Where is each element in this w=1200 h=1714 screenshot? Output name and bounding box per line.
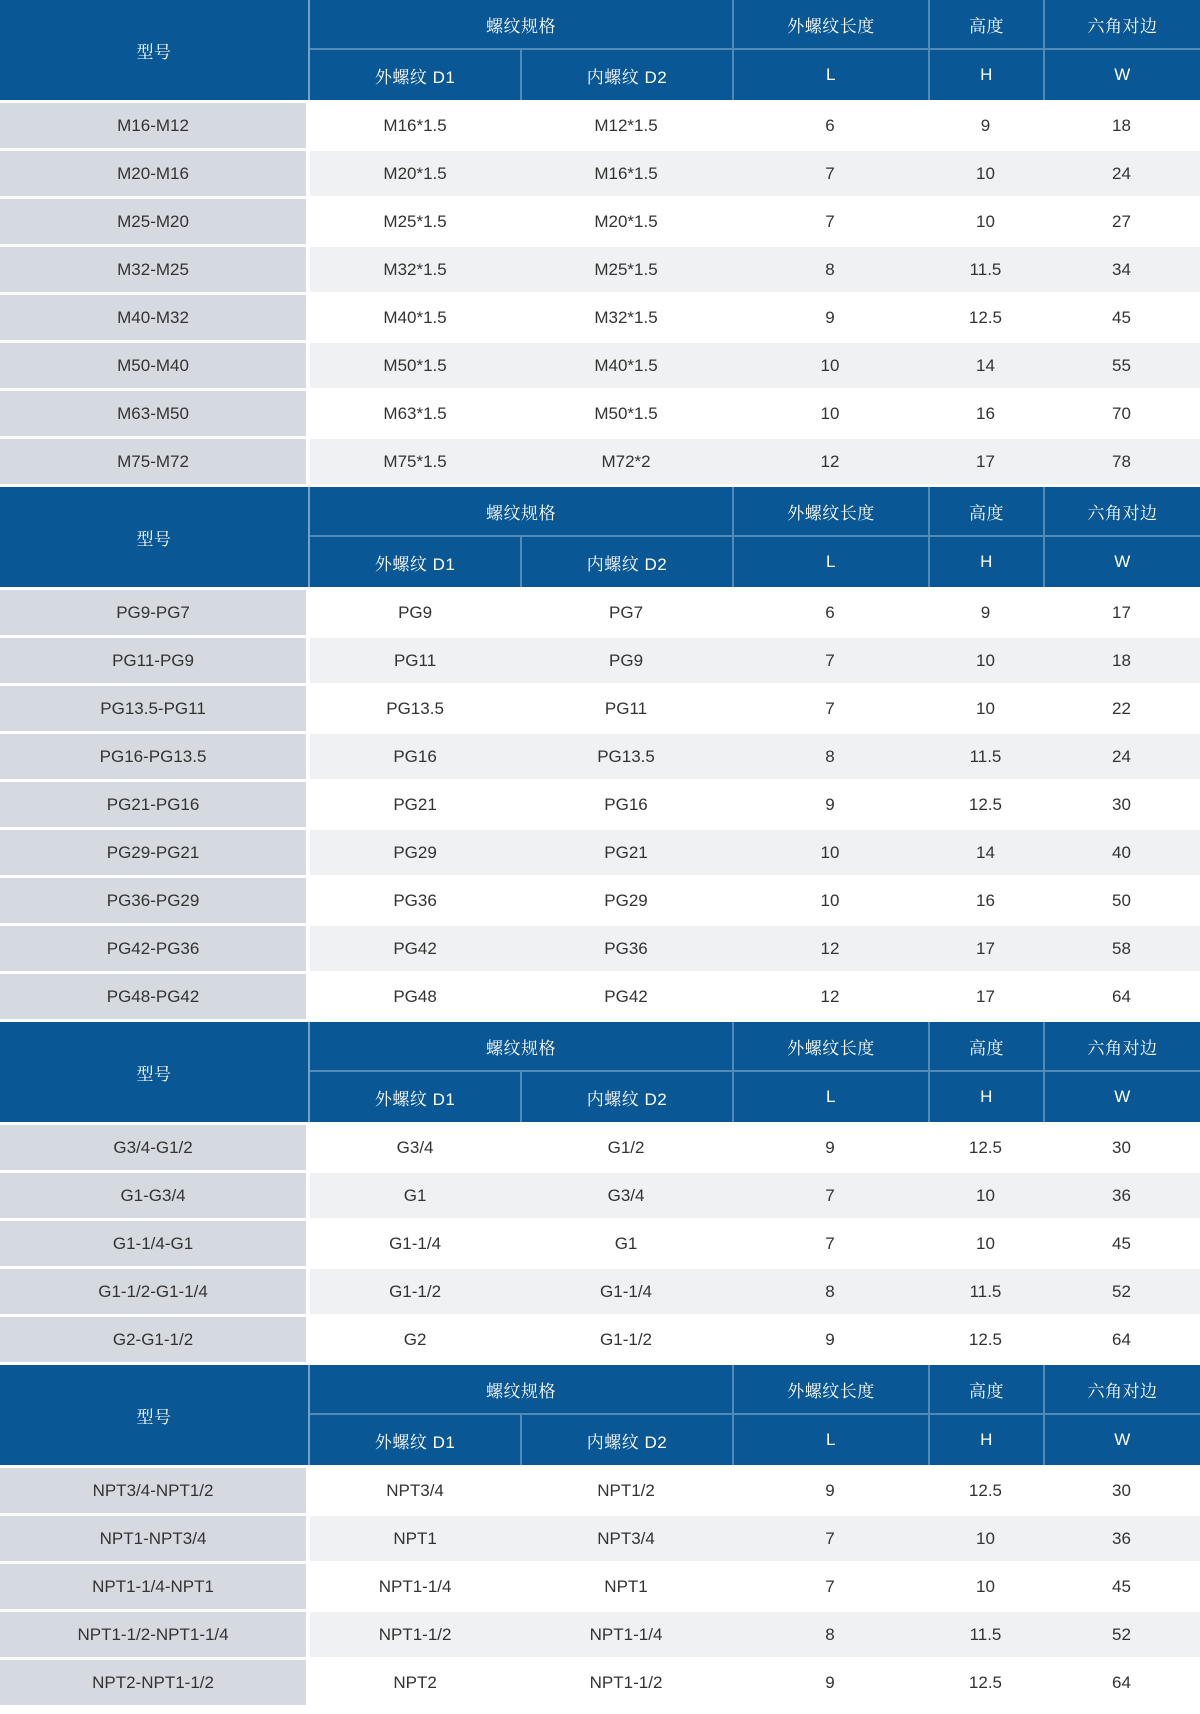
w-cell: 52 (1043, 1269, 1200, 1314)
internal-thread-d2-cell: PG16 (520, 782, 732, 827)
external-thread-d1-cell: M32*1.5 (310, 247, 520, 292)
col-header-height: 高度 (928, 0, 1043, 50)
table-row (0, 439, 1200, 484)
w-cell: 50 (1043, 878, 1200, 923)
internal-thread-d2-cell: G3/4 (520, 1173, 732, 1218)
col-header-internal-thread-d2: 内螺纹 D2 (520, 50, 732, 100)
table-row (0, 590, 1200, 635)
h-cell: 10 (928, 1173, 1043, 1218)
table-row (0, 1660, 1200, 1705)
w-cell: 64 (1043, 1660, 1200, 1705)
w-cell: 30 (1043, 1125, 1200, 1170)
model-cell: PG29-PG21 (0, 830, 310, 875)
table-row (0, 1612, 1200, 1657)
internal-thread-d2-cell: PG9 (520, 638, 732, 683)
spec-table-g-thread-adapters (0, 1022, 1200, 1362)
model-cell: NPT1-1/4-NPT1 (0, 1564, 310, 1609)
col-header-w: W (1043, 1072, 1200, 1122)
col-header-w: W (1043, 537, 1200, 587)
w-cell: 36 (1043, 1516, 1200, 1561)
l-cell: 8 (732, 247, 928, 292)
h-cell: 12.5 (928, 295, 1043, 340)
col-header-external-thread-d1: 外螺纹 D1 (374, 1089, 456, 1109)
col-header-hex-across-flats: 六角对边 (1043, 1365, 1200, 1415)
h-cell: 10 (928, 1564, 1043, 1609)
external-thread-d1-cell: PG11 (310, 638, 520, 683)
h-cell: 10 (928, 1221, 1043, 1266)
table-header (0, 1365, 1200, 1465)
w-cell: 45 (1043, 1564, 1200, 1609)
model-cell: M75-M72 (0, 439, 310, 484)
col-header-h: H (928, 1072, 1043, 1122)
model-cell: PG11-PG9 (0, 638, 310, 683)
l-cell: 7 (732, 1516, 928, 1561)
model-cell: PG13.5-PG11 (0, 686, 310, 731)
w-cell: 45 (1043, 295, 1200, 340)
h-cell: 16 (928, 878, 1043, 923)
w-cell: 24 (1043, 734, 1200, 779)
col-header-internal-thread-d2: 内螺纹 D2 (520, 1415, 732, 1465)
external-thread-d1-cell: G1-1/4 (310, 1221, 520, 1266)
l-cell: 9 (732, 295, 928, 340)
col-header-external-thread-length: 外螺纹长度 (732, 0, 928, 50)
table-row (0, 686, 1200, 731)
l-cell: 10 (732, 391, 928, 436)
model-cell: PG9-PG7 (0, 590, 310, 635)
internal-thread-d2-cell: G1/2 (520, 1125, 732, 1170)
internal-thread-d2-cell: NPT1-1/4 (520, 1612, 732, 1657)
w-cell: 52 (1043, 1612, 1200, 1657)
l-cell: 8 (732, 1269, 928, 1314)
h-cell: 11.5 (928, 247, 1043, 292)
table-row (0, 247, 1200, 292)
col-header-thread-spec: 螺纹规格 (310, 0, 732, 50)
table-row (0, 295, 1200, 340)
col-header-internal-thread-d2: 内螺纹 D2 (520, 1072, 732, 1122)
col-header-external-thread-d1: 外螺纹 D1 (374, 1432, 456, 1452)
l-cell: 9 (732, 782, 928, 827)
external-thread-d1-cell: G3/4 (310, 1125, 520, 1170)
h-cell: 17 (928, 926, 1043, 971)
w-cell: 36 (1043, 1173, 1200, 1218)
table-row (0, 1317, 1200, 1362)
l-cell: 7 (732, 1564, 928, 1609)
w-cell: 70 (1043, 391, 1200, 436)
internal-thread-d2-cell: NPT1-1/2 (520, 1660, 732, 1705)
l-cell: 7 (732, 638, 928, 683)
w-cell: 34 (1043, 247, 1200, 292)
external-thread-d1-cell: PG21 (310, 782, 520, 827)
l-cell: 10 (732, 830, 928, 875)
col-header-external-thread-length: 外螺纹长度 (732, 1022, 928, 1072)
model-cell: M40-M32 (0, 295, 310, 340)
internal-thread-d2-cell: M16*1.5 (520, 151, 732, 196)
w-cell: 40 (1043, 830, 1200, 875)
model-cell: G1-1/4-G1 (0, 1221, 310, 1266)
h-cell: 12.5 (928, 782, 1043, 827)
col-header-external-thread-d1: 外螺纹 D1 (374, 554, 456, 574)
h-cell: 10 (928, 638, 1043, 683)
internal-thread-d2-cell: NPT1/2 (520, 1468, 732, 1513)
l-cell: 9 (732, 1660, 928, 1705)
external-thread-d1-cell: NPT1 (310, 1516, 520, 1561)
model-cell: M25-M20 (0, 199, 310, 244)
table-row (0, 974, 1200, 1019)
internal-thread-d2-cell: M20*1.5 (520, 199, 732, 244)
h-cell: 11.5 (928, 1612, 1043, 1657)
spec-table-metric-thread-adapters (0, 0, 1200, 484)
col-header-external-thread-length: 外螺纹长度 (732, 1365, 928, 1415)
external-thread-d1-cell: M25*1.5 (310, 199, 520, 244)
external-thread-d1-cell: NPT3/4 (310, 1468, 520, 1513)
h-cell: 11.5 (928, 734, 1043, 779)
table-row (0, 1221, 1200, 1266)
col-header-l: L (732, 537, 928, 587)
external-thread-d1-cell: PG13.5 (310, 686, 520, 731)
external-thread-d1-cell: M16*1.5 (310, 103, 520, 148)
external-thread-d1-cell: M40*1.5 (310, 295, 520, 340)
l-cell: 7 (732, 151, 928, 196)
model-cell: NPT3/4-NPT1/2 (0, 1468, 310, 1513)
h-cell: 12.5 (928, 1660, 1043, 1705)
model-cell: PG16-PG13.5 (0, 734, 310, 779)
h-cell: 10 (928, 686, 1043, 731)
external-thread-d1-cell: G2 (310, 1317, 520, 1362)
internal-thread-d2-cell: M72*2 (520, 439, 732, 484)
col-header-w: W (1043, 50, 1200, 100)
model-cell: M20-M16 (0, 151, 310, 196)
w-cell: 24 (1043, 151, 1200, 196)
w-cell: 30 (1043, 782, 1200, 827)
w-cell: 64 (1043, 1317, 1200, 1362)
model-cell: G3/4-G1/2 (0, 1125, 310, 1170)
model-cell: M63-M50 (0, 391, 310, 436)
l-cell: 10 (732, 343, 928, 388)
h-cell: 11.5 (928, 1269, 1043, 1314)
table-row (0, 878, 1200, 923)
col-header-external-thread-length: 外螺纹长度 (732, 487, 928, 537)
external-thread-d1-cell: M75*1.5 (310, 439, 520, 484)
l-cell: 10 (732, 878, 928, 923)
internal-thread-d2-cell: NPT1 (520, 1564, 732, 1609)
model-cell: G1-1/2-G1-1/4 (0, 1269, 310, 1314)
col-header-model: 型号 (0, 1365, 310, 1465)
col-header-hex-across-flats: 六角对边 (1043, 0, 1200, 50)
l-cell: 12 (732, 439, 928, 484)
internal-thread-d2-cell: NPT3/4 (520, 1516, 732, 1561)
model-cell: PG48-PG42 (0, 974, 310, 1019)
model-cell: M50-M40 (0, 343, 310, 388)
col-header-h: H (928, 50, 1043, 100)
h-cell: 14 (928, 830, 1043, 875)
internal-thread-d2-cell: M32*1.5 (520, 295, 732, 340)
external-thread-d1-cell: G1-1/2 (310, 1269, 520, 1314)
spec-table-npt-thread-adapters (0, 1365, 1200, 1705)
model-cell: NPT2-NPT1-1/2 (0, 1660, 310, 1705)
internal-thread-d2-cell: G1-1/2 (520, 1317, 732, 1362)
spec-table-pg-thread-adapters (0, 487, 1200, 1019)
internal-thread-d2-cell: PG29 (520, 878, 732, 923)
table-row (0, 830, 1200, 875)
internal-thread-d2-cell: G1 (520, 1221, 732, 1266)
w-cell: 18 (1043, 638, 1200, 683)
l-cell: 7 (732, 1173, 928, 1218)
internal-thread-d2-cell: M12*1.5 (520, 103, 732, 148)
internal-thread-d2-cell: M25*1.5 (520, 247, 732, 292)
l-cell: 7 (732, 1221, 928, 1266)
table-row (0, 103, 1200, 148)
w-cell: 30 (1043, 1468, 1200, 1513)
internal-thread-d2-cell: G1-1/4 (520, 1269, 732, 1314)
col-header-h: H (928, 537, 1043, 587)
model-cell: G1-G3/4 (0, 1173, 310, 1218)
table-row (0, 1516, 1200, 1561)
table-row (0, 782, 1200, 827)
external-thread-d1-cell: PG42 (310, 926, 520, 971)
model-cell: M32-M25 (0, 247, 310, 292)
col-header-internal-thread-d2: 内螺纹 D2 (520, 537, 732, 587)
l-cell: 7 (732, 199, 928, 244)
col-header-l: L (732, 1415, 928, 1465)
col-header-height: 高度 (928, 487, 1043, 537)
w-cell: 17 (1043, 590, 1200, 635)
w-cell: 18 (1043, 103, 1200, 148)
h-cell: 12.5 (928, 1317, 1043, 1362)
external-thread-d1-cell: PG48 (310, 974, 520, 1019)
table-row (0, 1468, 1200, 1513)
l-cell: 8 (732, 1612, 928, 1657)
l-cell: 9 (732, 1468, 928, 1513)
model-cell: NPT1-1/2-NPT1-1/4 (0, 1612, 310, 1657)
internal-thread-d2-cell: PG7 (520, 590, 732, 635)
external-thread-d1-cell: G1 (310, 1173, 520, 1218)
h-cell: 10 (928, 151, 1043, 196)
model-cell: PG36-PG29 (0, 878, 310, 923)
external-thread-d1-cell: PG36 (310, 878, 520, 923)
col-header-hex-across-flats: 六角对边 (1043, 487, 1200, 537)
table-row (0, 199, 1200, 244)
external-thread-d1-cell: NPT1-1/2 (310, 1612, 520, 1657)
l-cell: 8 (732, 734, 928, 779)
table-header (0, 487, 1200, 587)
col-header-thread-spec: 螺纹规格 (310, 487, 732, 537)
w-cell: 45 (1043, 1221, 1200, 1266)
internal-thread-d2-cell: PG21 (520, 830, 732, 875)
l-cell: 9 (732, 1317, 928, 1362)
external-thread-d1-cell: PG16 (310, 734, 520, 779)
l-cell: 7 (732, 686, 928, 731)
l-cell: 6 (732, 590, 928, 635)
model-cell: NPT1-NPT3/4 (0, 1516, 310, 1561)
table-row (0, 1269, 1200, 1314)
table-row (0, 734, 1200, 779)
external-thread-d1-cell: M50*1.5 (310, 343, 520, 388)
table-row (0, 1564, 1200, 1609)
table-row (0, 151, 1200, 196)
w-cell: 22 (1043, 686, 1200, 731)
col-header-height: 高度 (928, 1022, 1043, 1072)
col-header-model: 型号 (0, 487, 310, 587)
h-cell: 12.5 (928, 1125, 1043, 1170)
external-thread-d1-cell: PG9 (310, 590, 520, 635)
col-header-model: 型号 (0, 1022, 310, 1122)
table-header (0, 0, 1200, 100)
col-header-w: W (1043, 1415, 1200, 1465)
internal-thread-d2-cell: PG11 (520, 686, 732, 731)
external-thread-d1-cell: M63*1.5 (310, 391, 520, 436)
table-row (0, 926, 1200, 971)
l-cell: 12 (732, 974, 928, 1019)
col-header-height: 高度 (928, 1365, 1043, 1415)
model-cell: PG21-PG16 (0, 782, 310, 827)
model-cell: G2-G1-1/2 (0, 1317, 310, 1362)
w-cell: 64 (1043, 974, 1200, 1019)
h-cell: 17 (928, 439, 1043, 484)
table-row (0, 343, 1200, 388)
model-cell: PG42-PG36 (0, 926, 310, 971)
col-header-l: L (732, 1072, 928, 1122)
internal-thread-d2-cell: PG36 (520, 926, 732, 971)
l-cell: 6 (732, 103, 928, 148)
internal-thread-d2-cell: PG13.5 (520, 734, 732, 779)
internal-thread-d2-cell: M50*1.5 (520, 391, 732, 436)
l-cell: 12 (732, 926, 928, 971)
external-thread-d1-cell: PG29 (310, 830, 520, 875)
col-header-hex-across-flats: 六角对边 (1043, 1022, 1200, 1072)
h-cell: 12.5 (928, 1468, 1043, 1513)
col-header-thread-spec: 螺纹规格 (310, 1365, 732, 1415)
w-cell: 55 (1043, 343, 1200, 388)
col-header-l: L (732, 50, 928, 100)
l-cell: 9 (732, 1125, 928, 1170)
col-header-h: H (928, 1415, 1043, 1465)
external-thread-d1-cell: NPT2 (310, 1660, 520, 1705)
col-header-thread-spec: 螺纹规格 (310, 1022, 732, 1072)
h-cell: 17 (928, 974, 1043, 1019)
col-header-external-thread-d1: 外螺纹 D1 (374, 67, 456, 87)
table-header (0, 1022, 1200, 1122)
internal-thread-d2-cell: M40*1.5 (520, 343, 732, 388)
h-cell: 10 (928, 1516, 1043, 1561)
w-cell: 78 (1043, 439, 1200, 484)
model-cell: M16-M12 (0, 103, 310, 148)
internal-thread-d2-cell: PG42 (520, 974, 732, 1019)
w-cell: 58 (1043, 926, 1200, 971)
table-row (0, 391, 1200, 436)
h-cell: 9 (928, 103, 1043, 148)
col-header-model: 型号 (0, 0, 310, 100)
h-cell: 10 (928, 199, 1043, 244)
table-row (0, 638, 1200, 683)
table-row (0, 1125, 1200, 1170)
external-thread-d1-cell: M20*1.5 (310, 151, 520, 196)
h-cell: 16 (928, 391, 1043, 436)
h-cell: 9 (928, 590, 1043, 635)
w-cell: 27 (1043, 199, 1200, 244)
external-thread-d1-cell: NPT1-1/4 (310, 1564, 520, 1609)
table-row (0, 1173, 1200, 1218)
h-cell: 14 (928, 343, 1043, 388)
